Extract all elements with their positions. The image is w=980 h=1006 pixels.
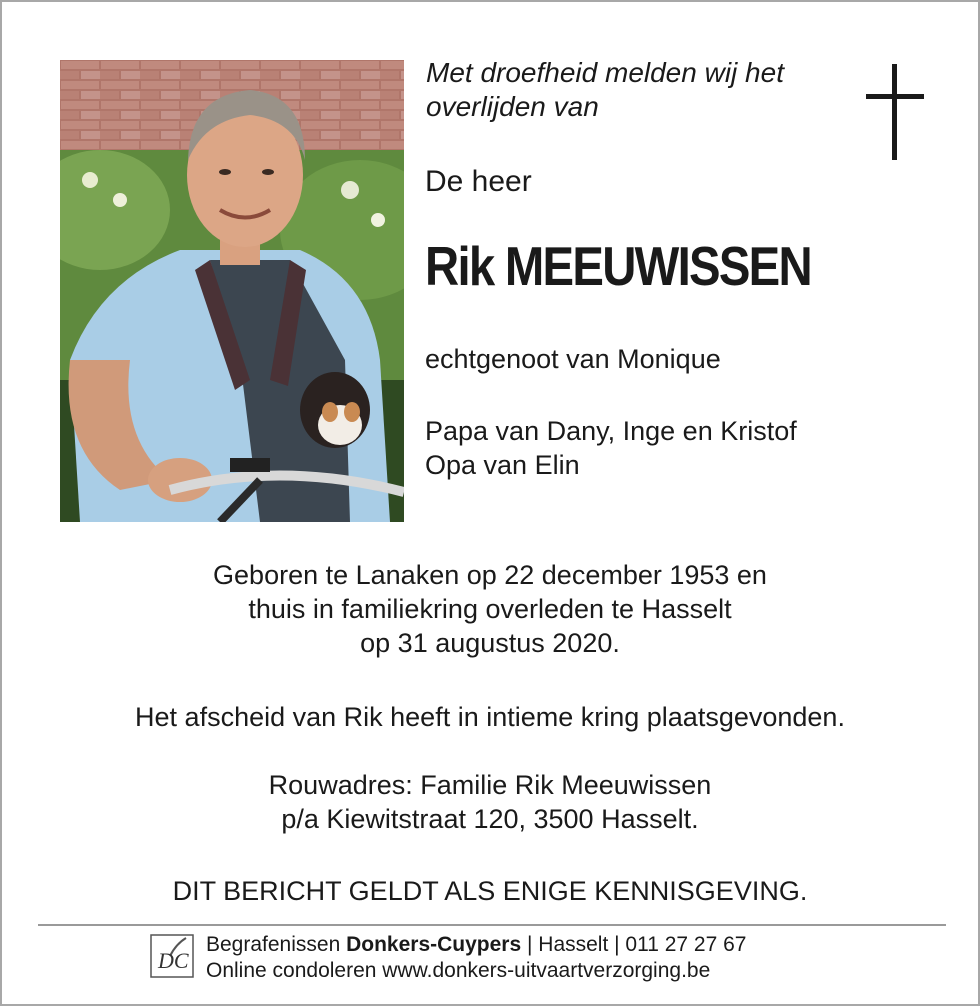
children-line: Papa van Dany, Inge en Kristof: [425, 416, 797, 446]
birth-line-2: thuis in familiekring overleden te Hasselt: [248, 594, 732, 624]
honorific: De heer: [425, 165, 532, 198]
logo-letters: DC: [158, 948, 189, 973]
intro-line-1: Met droefheid melden wij het: [426, 57, 784, 88]
notice-text: DIT BERICHT GELDT ALS ENIGE KENNISGEVING.: [172, 876, 808, 906]
birth-line-1: Geboren te Lanaken op 22 december 1953 en: [213, 560, 767, 590]
spouse-line: echtgenoot van Monique: [425, 344, 721, 374]
portrait-photo: [60, 60, 404, 522]
birth-death-info: [2, 558, 978, 660]
address-line-1: Rouwadres: Familie Rik Meeuwissen: [268, 770, 712, 800]
divider: [38, 924, 946, 926]
footer-line-2: Online condoleren www.donkers-uitvaartverzorging.be: [206, 959, 711, 982]
funeral-home-logo: [150, 934, 194, 978]
company-name: Donkers-Cuypers: [346, 933, 522, 956]
footer-suffix: | Hasselt | 011 27 27 67: [521, 933, 747, 956]
grandchildren-line: Opa van Elin: [425, 450, 580, 480]
footer: [206, 932, 747, 984]
birth-line-3: op 31 augustus 2020.: [360, 628, 620, 658]
cross-icon: [866, 64, 924, 160]
intro-line-2: overlijden van: [426, 91, 599, 122]
address-line-2: p/a Kiewitstraat 120, 3500 Hasselt.: [281, 804, 699, 834]
farewell-text: Het afscheid van Rik heeft in intieme kring plaatsgevonden.: [135, 702, 845, 732]
family-lines: [425, 414, 797, 482]
deceased-name: Rik MEEUWISSEN: [425, 235, 811, 297]
footer-prefix: Begrafenissen: [206, 933, 347, 956]
mourning-address: [2, 768, 978, 836]
footer-line-1: [206, 932, 747, 958]
intro-text: [426, 56, 846, 124]
